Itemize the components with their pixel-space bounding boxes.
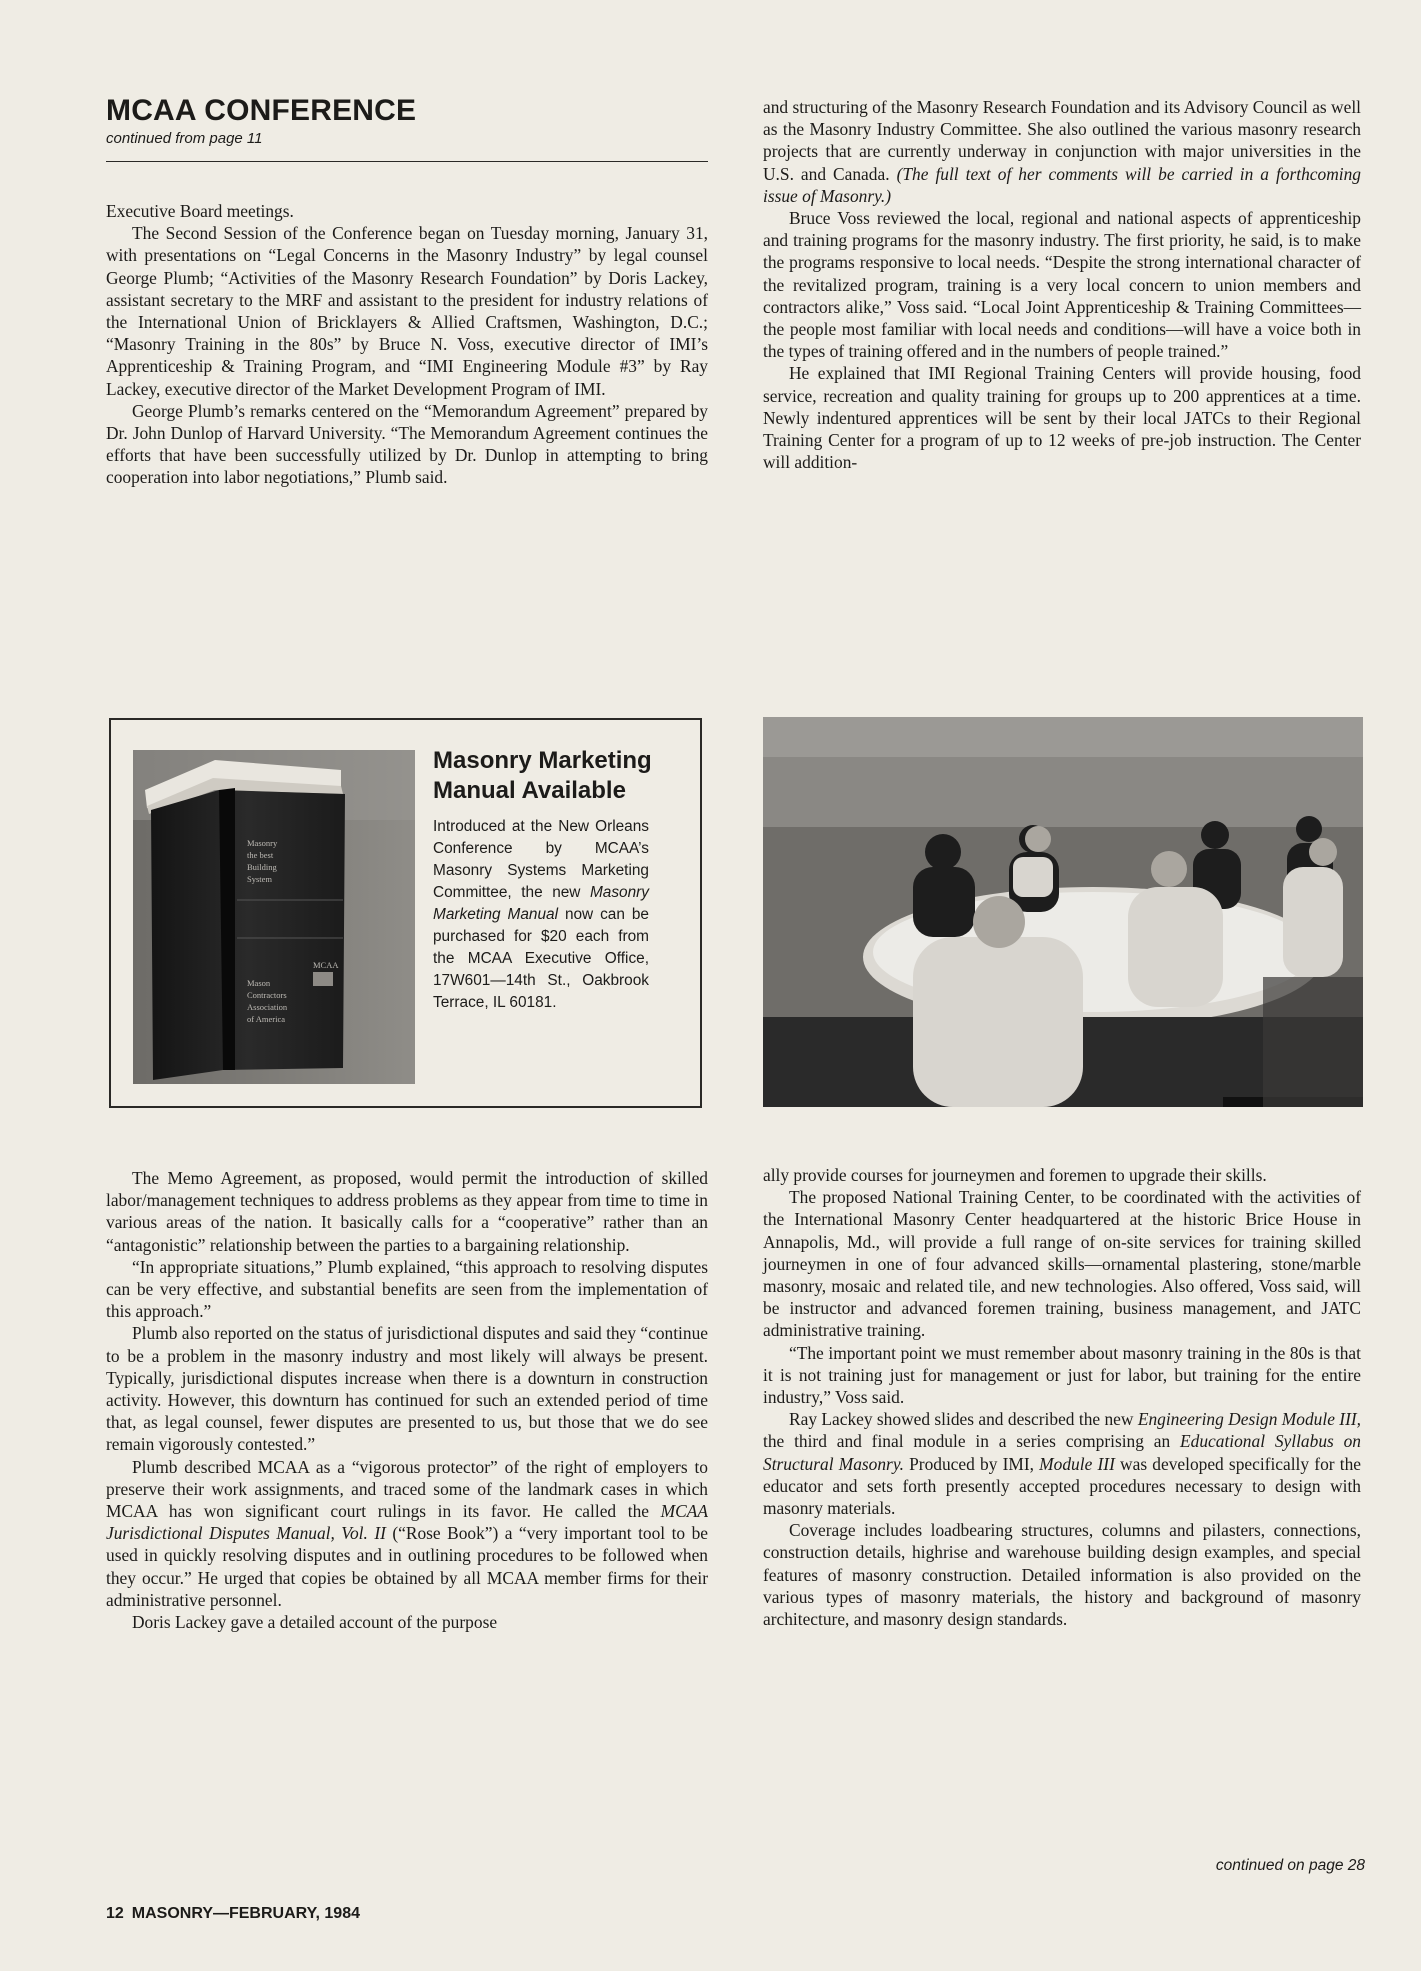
book-spine-line: Building (247, 862, 277, 872)
paragraph: and structuring of the Masonry Research Foundation and its Advisory Council as well as the Masonry Industry Committee. She also outlined the various masonry research projects that are currently underway in conjunction with major universities in the U.S. and Canada. (The full text of her comments will be carried in a forthcoming issue of Masonry.) (763, 97, 1361, 206)
book-spine-line: Masonry (247, 838, 278, 848)
book-logo: MCAA (313, 960, 339, 970)
masonry-manual-book-photo (133, 750, 415, 1084)
paragraph: The proposed National Training Center, to be coordinated with the activities of the International Masonry Center headquartered at the historic Brice House in Annapolis, Md., will provide a full range of on-site services for training skilled journeymen in one of four advanced skills—ornamental plastering, stone/marble masonry, mosaic and related tile, and new technologies. Also offered, Voss said, will be instructor and advanced foremen training, business management, and JATC administrative training. (763, 1187, 1361, 1341)
book-spine-line: Contractors (247, 990, 287, 1000)
book-spine-line: Mason (247, 978, 271, 988)
paragraph: Ray Lackey showed slides and described the new Engineering Design Module III, the third and final module in a series comprising an Educational Syllabus on Structural Masonry. Produced by IMI, Module III was developed specifically for the educator and sets forth presently accepted procedures necessary to design with masonry materials. (763, 1409, 1362, 1519)
publication-line: MASONRY—FEBRUARY, 1984 (131, 1905, 360, 1922)
paragraph: George Plumb’s remarks centered on the “Memorandum Agreement” prepared by Dr. John Dunlop of Harvard University. “The Memorandum Agreement continues the efforts that have been successfully utilized by Dr. Dunlop in attempting to bring cooperation into labor negotiations,” Plumb said. (106, 400, 708, 488)
paragraph: Bruce Voss reviewed the local, regional and national aspects of apprenticeship and training programs for the masonry industry. The first priority, he said, is to make the programs responsive to local needs. “Despite the strong international character of the revitalized program, training is a very local concern to union members and contractors alike,” Voss said. “Local Joint Apprenticeship & Training Committees—the people most familiar with local needs and conditions—will have a voice both in the types of training offered and in the numbers of people trained.” (763, 208, 1361, 362)
page-number: 12 (106, 1905, 124, 1922)
article-title: MCAA CONFERENCE (106, 94, 417, 127)
paragraph: Executive Board meetings. (106, 201, 294, 221)
column-bottom-right (763, 1164, 1361, 1630)
paragraph: Plumb described MCAA as a “vigorous protector” of the right of employers to preserve their work assignments, and traced some of the landmark cases in which MCAA has won significant court rulings in its favor. He called the MCAA Jurisdictional Disputes Manual, Vol. II (“Rose Book”) a “very important tool to be used in quickly resolving disputes and in outlining procedures to be followed when they occur.” He urged that copies be obtained by all MCAA member firms for their administrative personnel. (106, 1456, 708, 1610)
continued-on-note: continued on page 28 (1215, 1857, 1365, 1874)
book-spine-line: Association (247, 1002, 288, 1012)
book-spine-line: the best (247, 850, 274, 860)
column-top-right (763, 96, 1361, 473)
paragraph: Doris Lackey gave a detailed account of the purpose (132, 1612, 498, 1633)
paragraph: ally provide courses for journeymen and foremen to upgrade their skills. (763, 1165, 1267, 1185)
paragraph: Plumb also reported on the status of jurisdictional disputes and said they “continue to be a problem in the masonry industry and most likely will always be present. Typically, jurisdictional disputes increase when there is a downturn in construction activity. However, this downturn has continued for such an extended period of time that, as legal counsel, fewer disputes are presented to us, but those that we do see remain vigorously contested.” (106, 1323, 708, 1455)
paragraph: Coverage includes loadbearing structures, columns and pilasters, connections, construction details, highrise and warehouse building design examples, and special features of masonry construction. Detailed information is also provided on the various types of masonry materials, the history and background of masonry architecture, and masonry design standards. (763, 1520, 1361, 1630)
header-rule (106, 161, 708, 162)
paragraph: He explained that IMI Regional Training Centers will provide housing, food service, recreation and quality training for groups up to 200 apprentices at a time. Newly indentured apprentices will be sent by their local JATCs to their Regional Training Center for a program of up to 12 weeks of pre-job instruction. The Center will addition- (763, 363, 1361, 473)
column-bottom-left (106, 1167, 708, 1633)
paragraph: “In appropriate situations,” Plumb explained, “this approach to resolving disputes can be very effective, and substantial benefits are seen from the implementation of this approach.” (106, 1256, 708, 1322)
paragraph: “The important point we must remember about masonry training in the 80s is that it is not training just for management or just for labor, but training for the entire industry,” Voss said. (763, 1342, 1361, 1408)
column-top-left (106, 200, 708, 489)
conference-session-photo (763, 717, 1363, 1107)
marketing-manual-sidebar (109, 718, 702, 1108)
sidebar-text: Introduced at the New Orleans Conference by MCAA’s Masonry Systems Marketing Committee, the new Masonry Marketing Manual now can be purchased for $20 each from the MCAA Executive Office, 17W601—14th St., Oakbrook Terrace, IL 60181. (433, 818, 649, 1011)
paragraph: The Second Session of the Conference began on Tuesday morning, January 31, with presentations on “Legal Concerns in the Masonry Industry” by legal counsel George Plumb; “Activities of the Masonry Research Foundation” by Doris Lackey, assistant secretary to the MRF and assistant to the president for industry relations of the International Union of Bricklayers & Allied Craftsmen, Washington, D.C.; “Masonry Training in the 80s” by Bruce N. Voss, executive director of IMI’s Apprenticeship & Training Program, and “IMI Engineering Module #3” by Ray Lackey, executive director of the Market Development Program of IMI. (106, 223, 708, 399)
sidebar-title: Masonry Marketing Manual Available (433, 747, 652, 804)
book-spine-line: of America (247, 1014, 285, 1024)
continued-from-note: continued from page 11 (106, 130, 263, 147)
page-footer (106, 1905, 360, 1923)
article-header (106, 94, 708, 162)
paragraph: The Memo Agreement, as proposed, would permit the introduction of skilled labor/management techniques to address problems as they appear from time to time in various areas of the nation. It basically calls for a “cooperative” rather than an “antagonistic” relationship between the parties to a bargaining relationship. (106, 1168, 708, 1255)
book-spine-line: System (247, 874, 273, 884)
